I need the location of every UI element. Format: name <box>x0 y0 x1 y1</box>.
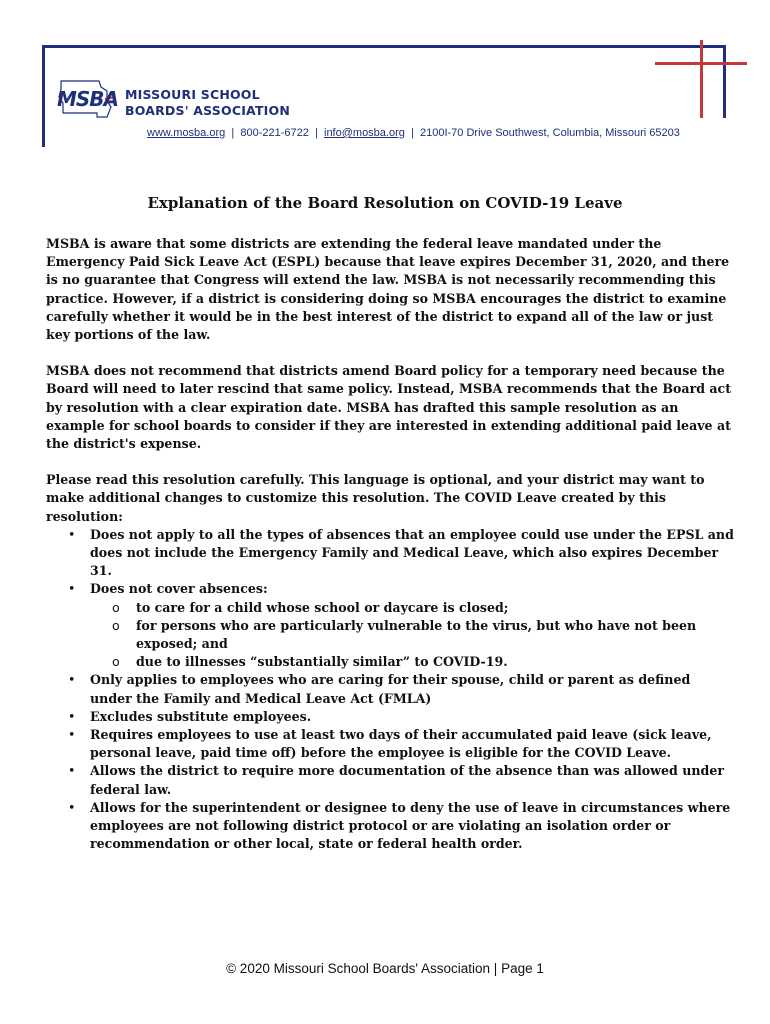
copyright-text: © 2020 Missouri School Boards' Association <box>226 961 491 976</box>
contact-line <box>147 127 680 139</box>
address: 2100I-70 Drive Southwest, Columbia, Missouri 65203 <box>419 127 680 139</box>
paragraph-2: MSBA does not recommend that districts amend Board policy for a temporary need because the Board will need to later rescind that same policy. Instead, MSBA recommends that the Board act by resolution with a clear expiration date. MSBA has drafted this sample resolution as an example for school boards to consider if they are interested in extending additional paid leave at the district's expense. <box>46 363 732 452</box>
bullet-text: Requires employees to use at least two days of their accumulated paid leave (sick leave, personal leave, paid time off) before the employee is eligible for the COVID Leave. <box>90 727 712 761</box>
list-item <box>46 799 736 854</box>
missouri-state-logo-icon <box>55 79 117 117</box>
page-number: Page 1 <box>501 961 544 976</box>
separator: | <box>411 127 414 139</box>
sub-bullet-text: due to illnesses “substantially similar” to COVID-19. <box>136 654 508 670</box>
sub-list-item <box>90 599 736 617</box>
document-body <box>46 235 736 854</box>
logo-mark-text: MSBA <box>57 87 119 111</box>
bullet-text: Only applies to employees who are caring for their spouse, child or parent as defined under the Family and Medical Leave Act (FMLA) <box>90 672 691 706</box>
separator-space <box>414 127 417 139</box>
list-item <box>46 708 736 726</box>
list-item <box>46 726 736 762</box>
sub-bullet-glyph: o <box>112 599 120 615</box>
bullet-glyph: • <box>68 708 76 724</box>
email-link[interactable]: info@mosba.org <box>324 127 405 139</box>
list-item <box>46 580 736 671</box>
separator: | <box>231 127 235 139</box>
separator-space <box>234 127 237 139</box>
org-name-line1: MISSOURI SCHOOL <box>125 87 260 102</box>
page-footer <box>0 961 770 976</box>
header-frame-right-edge <box>723 45 726 118</box>
bullet-text: Does not cover absences: <box>90 581 268 597</box>
absences-sub-list <box>90 599 736 672</box>
bullet-glyph: • <box>68 799 76 815</box>
paragraph-1: MSBA is aware that some districts are extending the federal leave mandated under the Emergency Paid Sick Leave Act (ESPL) because that leave expires December 31, 2020, and there is no guarantee that Congress will extend the law. MSBA is not necessarily recommending this practice. However, if a district is considering doing so MSBA encourages the district to examine carefully whether it would be in the best interest of the district to expand all of the law or just key portions of the law. <box>46 236 730 343</box>
org-name <box>125 87 290 119</box>
sub-list-item <box>90 653 736 671</box>
red-cross-vertical <box>700 40 703 118</box>
bullet-glyph: • <box>68 727 76 743</box>
sub-bullet-text: to care for a child whose school or daycare is closed; <box>136 599 509 615</box>
bullet-glyph: • <box>68 672 76 688</box>
sub-bullet-glyph: o <box>112 617 120 633</box>
separator: | <box>315 127 318 139</box>
paragraph-3: Please read this resolution carefully. This language is optional, and your district may want to make additional changes to customize this resolution. The COVID Leave created by this resolution: <box>46 472 705 524</box>
sub-bullet-text: for persons who are particularly vulnerable to the virus, but who have not been exposed; and <box>136 617 697 652</box>
bullet-text: Excludes substitute employees. <box>90 708 312 724</box>
separator-space <box>318 127 321 139</box>
bullet-glyph: • <box>68 526 76 542</box>
footer-separator: | <box>493 961 498 976</box>
bullet-text: Does not apply to all the types of absences that an employee could use under the EPSL and does not include the Emergency Family and Medical Leave, which also expires December 31. <box>90 526 734 579</box>
phone-number: 800-221-6722 <box>240 127 309 139</box>
org-name-line2: BOARDS' ASSOCIATION <box>125 103 291 118</box>
bullet-glyph: • <box>68 763 76 779</box>
website-link[interactable]: www.mosba.org <box>147 127 226 139</box>
bullet-text: Allows the district to require more documentation of the absence than was allowed under federal law. <box>90 763 724 797</box>
sub-list-item <box>90 617 736 653</box>
bullet-glyph: • <box>68 581 76 597</box>
list-item <box>46 762 736 798</box>
bullet-text: Allows for the superintendent or designee to deny the use of leave in circumstances where employees are not following district protocol or are violating an isolation order or recommendation or other local, state or federal health order. <box>90 799 731 852</box>
msba-logo <box>55 75 295 125</box>
list-item <box>46 526 736 581</box>
covid-leave-bullet-list <box>46 526 736 854</box>
sub-bullet-glyph: o <box>112 654 120 670</box>
document-title: Explanation of the Board Resolution on COVID-19 Leave <box>147 194 623 212</box>
list-item <box>46 671 736 707</box>
